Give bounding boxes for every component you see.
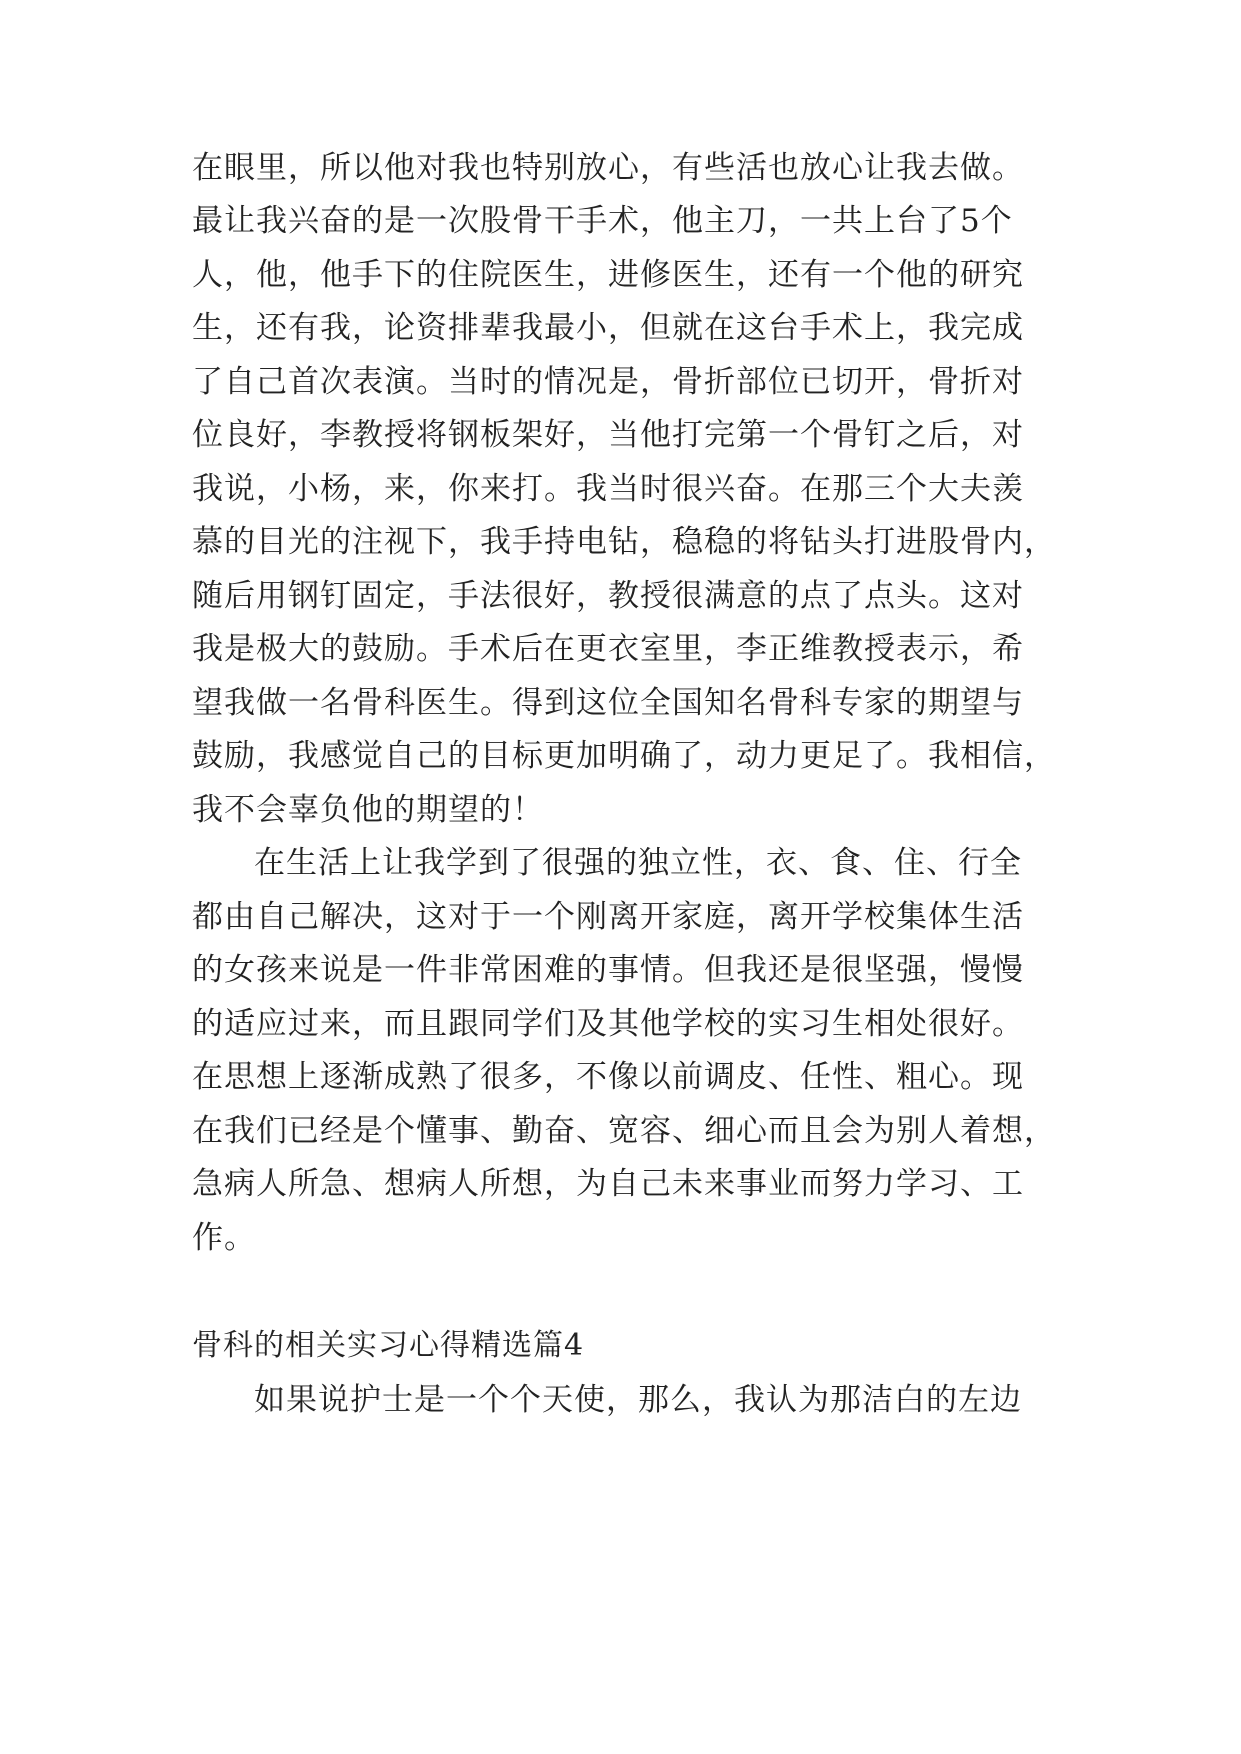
paragraph-line: 我说，小杨，来，你来打。我当时很兴奋。在那三个大夫羡 (192, 471, 1024, 507)
paragraph-line: 的女孩来说是一件非常困难的事情。但我还是很坚强，慢慢 (192, 952, 1024, 988)
paragraph-line: 作。 (192, 1220, 256, 1256)
paragraph-line: 我是极大的鼓励。手术后在更衣室里，李正维教授表示，希 (192, 631, 1024, 667)
paragraph-line: 都由自己解决，这对于一个刚离开家庭，离开学校集体生活 (192, 899, 1024, 935)
paragraph-line: 随后用钢钉固定，手法很好，教授很满意的点了点头。这对 (192, 578, 1024, 614)
section-heading: 骨科的相关实习心得精选篇4 (192, 1328, 585, 1363)
paragraph-line: 在我们已经是个懂事、勤奋、宽容、细心而且会为别人着想， (192, 1113, 1056, 1149)
paragraph-line: 人，他，他手下的住院医生，进修医生，还有一个他的研究 (192, 257, 1024, 293)
paragraph-line: 的适应过来，而且跟同学们及其他学校的实习生相处很好。 (192, 1006, 1024, 1042)
paragraph-line: 最让我兴奋的是一次股骨干手术，他主刀，一共上台了5个 (192, 203, 1013, 239)
paragraph-line: 鼓励，我感觉自己的目标更加明确了，动力更足了。我相信， (192, 738, 1056, 774)
paragraph-line: 位良好，李教授将钢板架好，当他打完第一个骨钉之后，对 (192, 417, 1024, 453)
paragraph-line: 慕的目光的注视下，我手持电钻，稳稳的将钻头打进股骨内， (192, 524, 1056, 560)
paragraph-line: 在生活上让我学到了很强的独立性，衣、食、住、行全 (254, 845, 1022, 881)
paragraph-line: 我不会辜负他的期望的！ (192, 792, 544, 828)
paragraph-line: 在眼里，所以他对我也特别放心，有些活也放心让我去做。 (192, 150, 1024, 186)
paragraph-line: 急病人所急、想病人所想，为自己未来事业而努力学习、工 (192, 1166, 1024, 1202)
paragraph-line: 生，还有我，论资排辈我最小，但就在这台手术上，我完成 (192, 310, 1024, 346)
paragraph-line: 如果说护士是一个个天使，那么，我认为那洁白的左边 (254, 1382, 1022, 1418)
paragraph-line: 在思想上逐渐成熟了很多，不像以前调皮、任性、粗心。现 (192, 1059, 1024, 1095)
paragraph-line: 了自己首次表演。当时的情况是，骨折部位已切开，骨折对 (192, 364, 1024, 400)
paragraph-line: 望我做一名骨科医生。得到这位全国知名骨科专家的期望与 (192, 685, 1024, 721)
